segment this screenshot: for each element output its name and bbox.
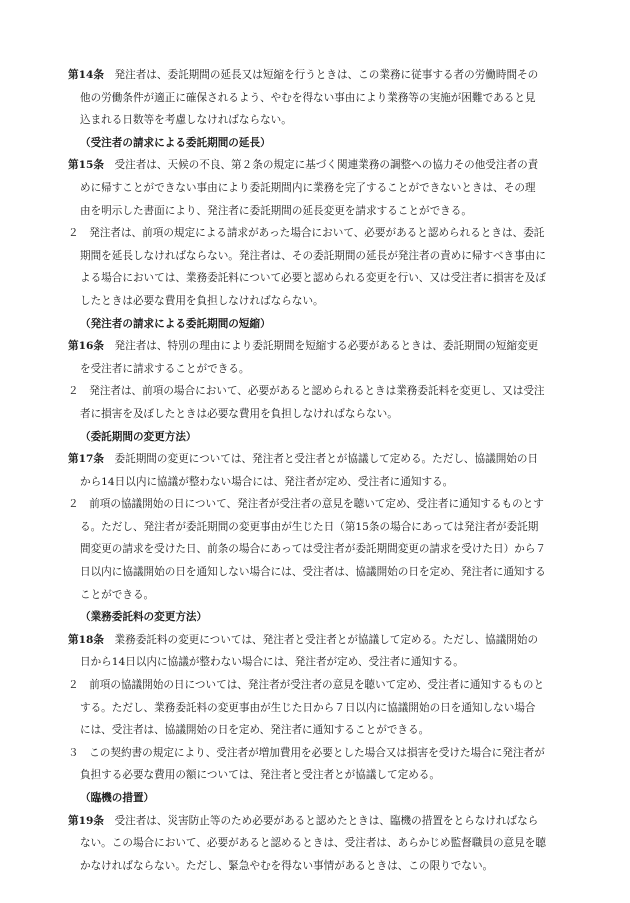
article-number: 第17条 xyxy=(68,453,104,466)
paragraph-number: ２ xyxy=(68,498,79,511)
paragraph-2 xyxy=(68,380,546,425)
article-text: 委託期間の変更については、発注者と受注者とが協議して定める。ただし、協議開始の日から14日以内に協議が整わない場合には、発注者が定め、受注者に通知する。 xyxy=(80,453,539,488)
paragraph-number: ２ xyxy=(68,227,79,240)
article-heading: （発注者の請求による委託期間の短縮） xyxy=(80,317,271,330)
article-number: 第14条 xyxy=(68,69,104,81)
article-text: 業務委託料の変更については、発注者と受注者とが協議して定める。ただし、協議開始の日から14日以内に協議が整わない場合には、発注者が定め、受注者に通知する。 xyxy=(80,633,539,669)
article-number: 第16条 xyxy=(68,340,104,353)
paragraph-text: 前項の協議開始の日について、発注者が受注者の意見を聴いて定め、受注者に通知するものとする。ただし、発注者が委託期間の変更事由が生じた日（第15条の場合にあっては発注者が委託期間変更の請求を受けた日、前条の場合にあっては受注者が委託期間変更の請求を受けた日）から７日以内に協議開始の日を通知しない場合には、受注者は、協議開始の日を定め、発注者に通知することができる。 xyxy=(80,498,547,601)
paragraph-2 xyxy=(68,222,546,312)
article-heading: （受注者の請求による委託期間の延長） xyxy=(80,136,271,149)
paragraph-number: ３ xyxy=(68,746,79,759)
paragraph-text: 前項の協議開始の日については、発注者が受注者の意見を聴いて定め、受注者に通知するものとする。ただし、業務委託料の変更事由が生じた日から７日以内に協議開始の日を通知しない場合には、受注者は、協議開始の日を定め、発注者に通知することができる。 xyxy=(80,679,545,737)
article-14 xyxy=(68,64,546,132)
paragraph-text: 発注者は、前項の場合において、必要があると認められるときは業務委託料を変更し、又は受注者に損害を及ぼしたときは必要な費用を負担しなければならない。 xyxy=(80,385,545,420)
article-number: 第15条 xyxy=(68,159,104,172)
paragraph-number: ２ xyxy=(68,679,79,692)
paragraph-text: 発注者は、前項の規定による請求があった場合において、必要があると認められるときは、委託期間を延長しなければならない。発注者は、その委託期間の延長が発注者の責めに帰すべき事由による場合においては、業務委託料について必要と認められる変更を行い、又は受注者に損害を及ぼしたときは必要な費用を負担しなければならない。 xyxy=(80,227,546,307)
article-number: 第18条 xyxy=(68,633,104,646)
article-number: 第19条 xyxy=(68,814,104,827)
document-body xyxy=(68,64,546,877)
paragraph-number: ２ xyxy=(68,385,79,398)
article-heading: （委託期間の変更方法） xyxy=(80,430,197,443)
article-18 xyxy=(68,629,546,674)
article-heading: （業務委託料の変更方法） xyxy=(80,611,208,624)
paragraph-2 xyxy=(68,493,546,606)
paragraph-3 xyxy=(68,742,546,787)
article-17 xyxy=(68,448,546,493)
paragraph-2 xyxy=(68,674,546,742)
article-text: 受注者は、災害防止等のため必要があると認めたときは、臨機の措置をとらなければならない。この場合において、必要があると認めるときは、受注者は、あらかじめ監督職員の意見を聴かなければならない。ただし、緊急やむを得ない事情があるときは、この限りでない。 xyxy=(80,814,546,872)
paragraph-text: この契約書の規定により、受注者が増加費用を必要とした場合又は損害を受けた場合に発注者が負担する必要な費用の額については、発注者と受注者とが協議して定める。 xyxy=(80,746,545,782)
article-text: 発注者は、特別の理由により委託期間を短縮する必要があるときは、委託期間の短縮変更を受注者に請求することができる。 xyxy=(80,340,539,375)
article-15 xyxy=(68,154,546,222)
article-text: 受注者は、天候の不良、第２条の規定に基づく関連業務の調整への協力その他受注者の責めに帰すことができない事由により委託期間内に業務を完了することができないときは、その理由を明示した書面により、発注者に委託期間の延長変更を請求することができる。 xyxy=(80,159,539,217)
article-heading: （臨機の措置） xyxy=(80,792,155,804)
article-16 xyxy=(68,335,546,380)
article-19 xyxy=(68,810,546,878)
article-text: 発注者は、委託期間の延長又は短縮を行うときは、この業務に従事する者の労働時間その他の労働条件が適正に確保されるよう、やむを得ない事由により業務等の実施が困難であると見込まれる日数等を考慮しなければならない。 xyxy=(80,69,539,127)
